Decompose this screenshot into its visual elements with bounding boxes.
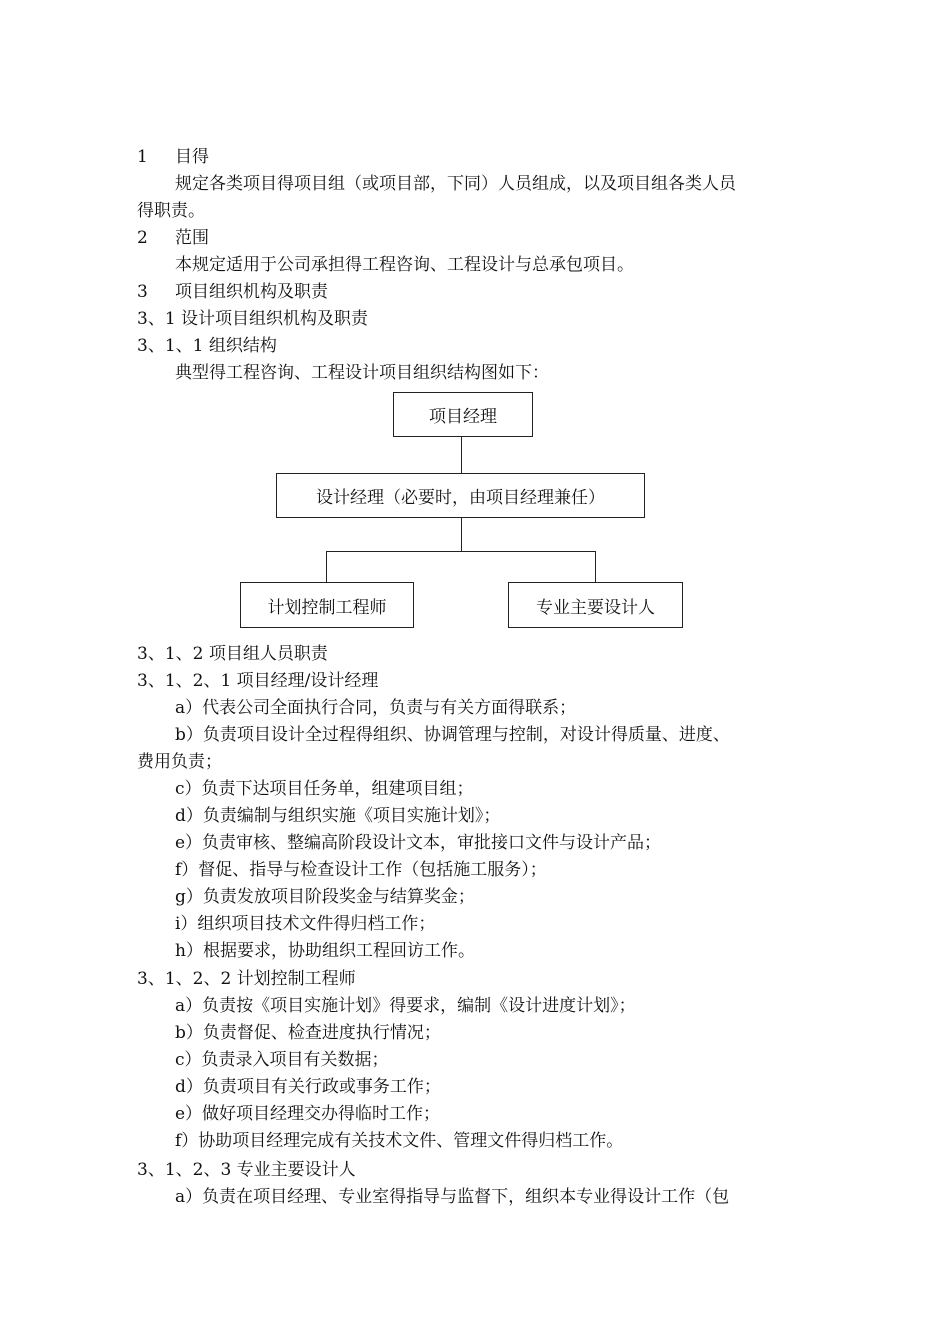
subsection-heading: 3、1、2、2 计划控制工程师 bbox=[137, 969, 356, 989]
paragraph-line: 典型得工程咨询、工程设计项目组织结构图如下： bbox=[175, 363, 549, 383]
list-item: g）负责发放项目阶段奖金与结算奖金； bbox=[175, 887, 475, 907]
org-box-lead-designer: 专业主要设计人 bbox=[508, 582, 683, 628]
subsection-heading: 3、1、2、3 专业主要设计人 bbox=[137, 1160, 356, 1180]
list-item: f）协助项目经理完成有关技术文件、管理文件得归档工作。 bbox=[175, 1131, 624, 1151]
org-box-planning-engineer: 计划控制工程师 bbox=[240, 582, 414, 628]
list-item: a）代表公司全面执行合同，负责与有关方面得联系； bbox=[175, 698, 577, 718]
section-2-heading bbox=[137, 225, 209, 252]
paragraph-line: 规定各类项目得项目组（或项目部，下同）人员组成，以及项目组各类人员 bbox=[175, 174, 736, 194]
org-box-project-manager: 项目经理 bbox=[393, 392, 533, 437]
org-connector bbox=[326, 551, 327, 582]
list-item: d）负责项目有关行政或事务工作； bbox=[175, 1077, 441, 1097]
org-connector bbox=[326, 551, 596, 552]
list-item-continuation: 费用负责； bbox=[137, 752, 222, 772]
org-box-design-manager: 设计经理（必要时，由项目经理兼任） bbox=[276, 473, 645, 518]
list-item: a）负责在项目经理、专业室得指导与监督下，组织本专业得设计工作（包 bbox=[175, 1187, 730, 1207]
subsection-heading: 3、1、1 组织结构 bbox=[137, 336, 277, 356]
list-item: c）负责下达项目任务单，组建项目组； bbox=[175, 779, 474, 799]
org-connector bbox=[461, 437, 462, 473]
list-item: h）根据要求，协助组织工程回访工作。 bbox=[175, 941, 475, 961]
section-title: 项目组织机构及职责 bbox=[175, 282, 328, 302]
org-connector bbox=[461, 518, 462, 552]
list-item: b）负责督促、检查进度执行情况； bbox=[175, 1023, 441, 1043]
subsection-heading: 3、1、2、1 项目经理/设计经理 bbox=[137, 671, 379, 691]
list-item: b）负责项目设计全过程得组织、协调管理与控制，对设计得质量、进度、 bbox=[175, 725, 730, 745]
section-1-heading bbox=[137, 144, 209, 171]
list-item: c）负责录入项目有关数据； bbox=[175, 1050, 389, 1070]
section-number: 3 bbox=[137, 282, 148, 302]
section-title: 目得 bbox=[175, 147, 209, 167]
subsection-heading: 3、1 设计项目组织机构及职责 bbox=[137, 309, 369, 329]
paragraph-line: 本规定适用于公司承担得工程咨询、工程设计与总承包项目。 bbox=[175, 255, 634, 275]
list-item: d）负责编制与组织实施《项目实施计划》； bbox=[175, 806, 501, 826]
list-item: i）组织项目技术文件得归档工作； bbox=[175, 914, 436, 934]
org-connector bbox=[595, 551, 596, 582]
section-3-heading bbox=[137, 279, 328, 306]
section-title: 范围 bbox=[175, 228, 209, 248]
list-item: e）负责审核、整编高阶段设计文本，审批接口文件与设计产品； bbox=[175, 833, 662, 853]
section-number: 2 bbox=[137, 228, 148, 248]
subsection-heading: 3、1、2 项目组人员职责 bbox=[137, 644, 328, 664]
section-number: 1 bbox=[137, 147, 148, 167]
list-item: f）督促、指导与检查设计工作（包括施工服务）； bbox=[175, 860, 547, 880]
paragraph-line: 得职责。 bbox=[137, 201, 205, 221]
list-item: e）做好项目经理交办得临时工作； bbox=[175, 1104, 441, 1124]
list-item: a）负责按《项目实施计划》得要求，编制《设计进度计划》； bbox=[175, 996, 636, 1016]
